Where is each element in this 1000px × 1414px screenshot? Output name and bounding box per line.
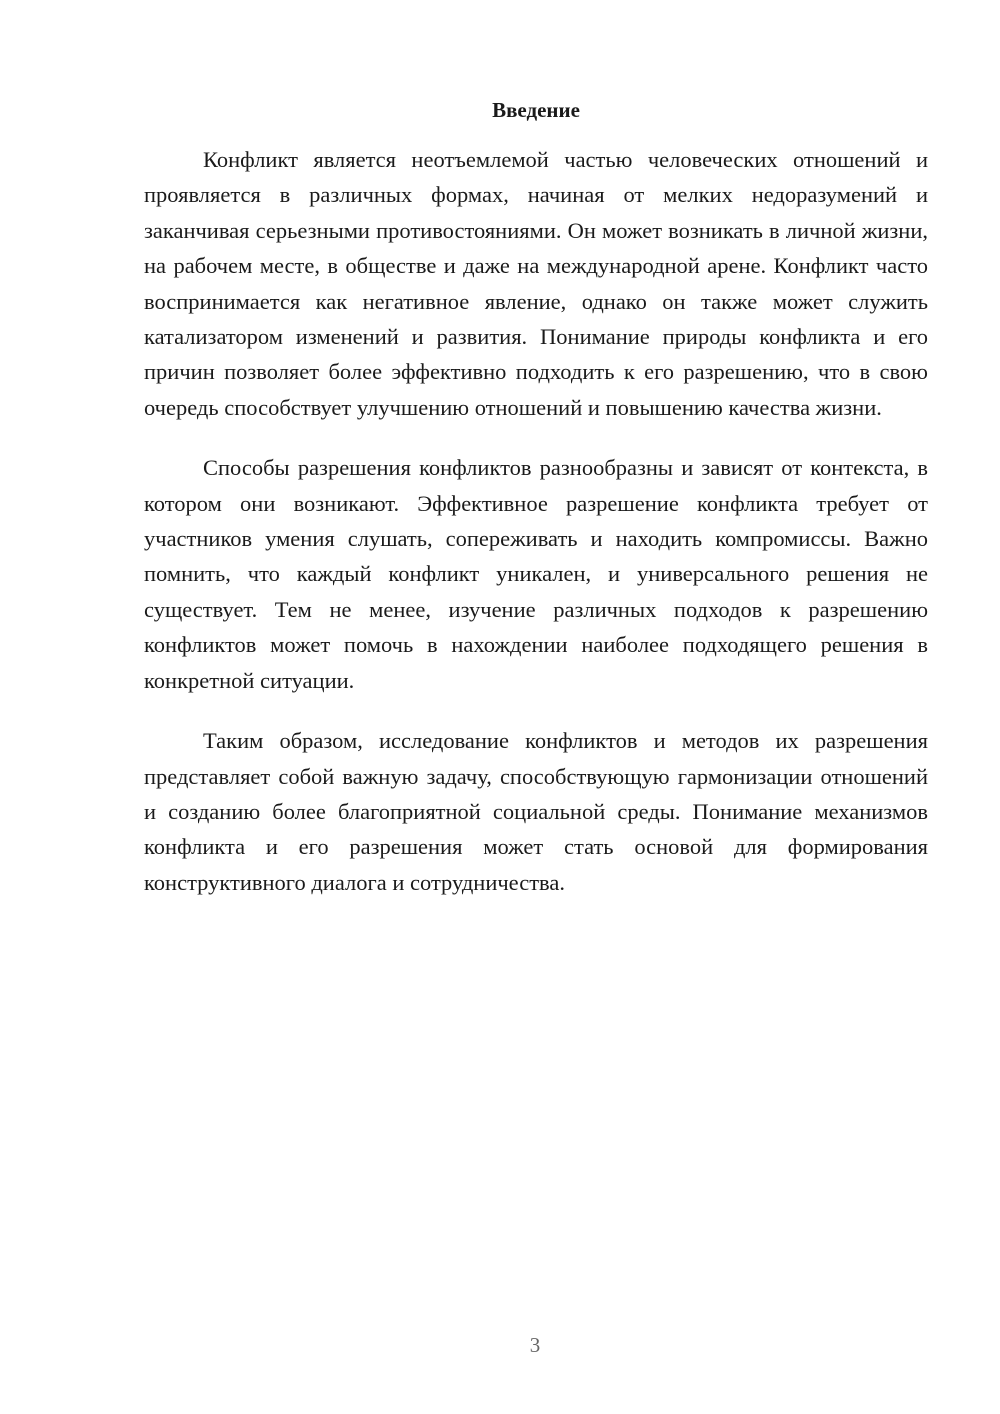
paragraph-3: Таким образом, исследование конфликтов и методов их разрешения представляет собой важную задачу, способствующую гармонизации отношений и созданию более благоприятной социальной среды. Понимание механизмов конфликта и его разрешения может стать основой для формирования конструктивного диалога и сотрудничества. xyxy=(144,728,928,895)
paragraph-2: Способы разрешения конфликтов разнообразны и зависят от контекста, в котором они возникают. Эффективное разрешение конфликта требует от участников умения слушать, сопереживать и находить компромиссы. Важно помнить, что каждый конфликт уникален, и универсального решения не существует. Тем не менее, изучение различных подходов к разрешению конфликтов может помочь в нахождении наиболее подходящего решения в конкретной ситуации. xyxy=(144,455,928,693)
page-content xyxy=(144,95,928,925)
page-number: 3 xyxy=(529,1333,541,1357)
section-title: Введение xyxy=(492,98,580,122)
paragraph-1: Конфликт является неотъемлемой частью человеческих отношений и проявляется в различных формах, начиная от мелких недоразумений и заканчивая серьезными противостояниями. Он может возникать в личной жизни, на рабочем месте, в обществе и даже на международной арене. Конфликт часто воспринимается как негативное явление, однако он также может служить катализатором изменений и развития. Понимание природы конфликта и его причин позволяет более эффективно подходить к его разрешению, что в свою очередь способствует улучшению отношений и повышению качества жизни. xyxy=(144,147,928,420)
